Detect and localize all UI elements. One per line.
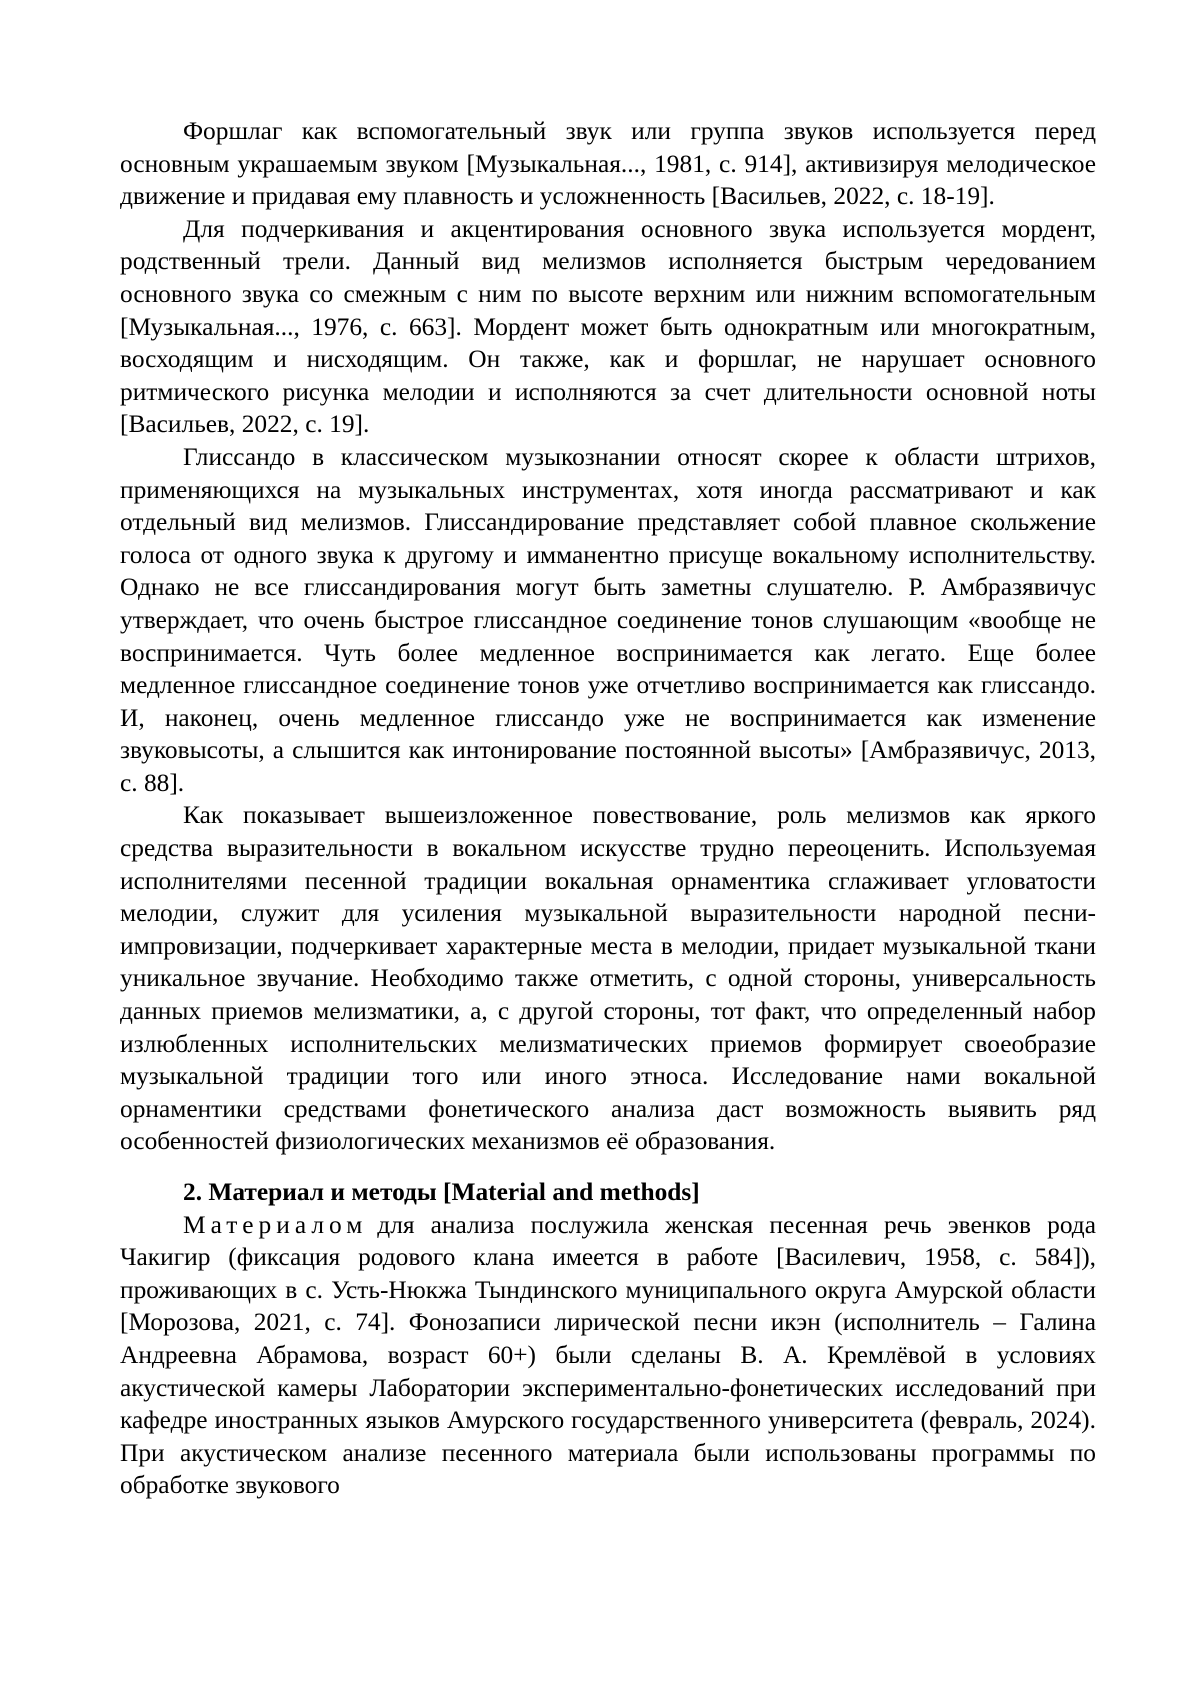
paragraph-forshlag: Форшлаг как вспомогательный звук или группа звуков используется перед основным украшаемым звуком [Музыкальная..., 1981, с. 914], активизируя мелодическое движение и придавая ему плавность и усложненность [Васильев, 2022, с. 18-19]. xyxy=(120,115,1096,213)
paragraph-mordent: Для подчеркивания и акцентирования основного звука используется мордент, родственный трели. Данный вид мелизмов исполняется быстрым чередованием основного звука со смежным с ним по высоте верхним или нижним вспомогательным [Музыкальная..., 1976, с. 663]. Мордент может быть однократным или многократным, восходящим и нисходящим. Он также, как и форшлаг, не нарушает основного ритмического рисунка мелодии и исполняются за счет длительности основной ноты [Васильев, 2022, с. 19]. xyxy=(120,213,1096,441)
section-heading: 2. Материал и методы [Material and methods] xyxy=(120,1176,1096,1209)
body-text xyxy=(120,115,1096,1502)
paragraph-conclusion: Как показывает вышеизложенное повествование, роль мелизмов как яркого средства выразительности в вокальном искусстве трудно переоценить. Используемая исполнителями песенной традиции вокальная орнаментика сглаживает угловатости мелодии, служит для усиления музыкальной выразительности народной песни-импровизации, подчеркивает характерные места в мелодии, придает музыкальной ткани уникальное звучание. Необходимо также отметить, с одной стороны, универсальность данных приемов мелизматики, а, с другой стороны, тот факт, что определенный набор излюбленных исполнительских мелизматических приемов формирует своеобразие музыкальной традиции того или иного этноса. Исследование нами вокальной орнаментики средствами фонетического анализа даст возможность выявить ряд особенностей физиологических механизмов её образования. xyxy=(120,799,1096,1158)
material-lead-word: Материалом xyxy=(183,1211,367,1239)
document-page xyxy=(0,0,1200,1698)
material-text: для анализа послужила женская песенная речь эвенков рода Чакигир (фиксация родового клана имеется в работе [Василевич, 1958, с. 584]), проживающих в с. Усть-Нюкжа Тындинского муниципального округа Амурской области [Морозова, 2021, с. 74]. Фонозаписи лирической песни икэн (исполнитель – Галина Андреевна Абрамова, возраст 60+) были сделаны В. А. Кремлёвой в условиях акустической камеры Лаборатории экспериментально-фонетических исследований при кафедре иностранных языков Амурского государственного университета (февраль, 2024). При акустическом анализе песенного материала были использованы программы по обработке звукового xyxy=(120,1211,1096,1500)
paragraph-glissando: Глиссандо в классическом музыкознании относят скорее к области штрихов, применяющихся на музыкальных инструментах, хотя иногда рассматривают и как отдельный вид мелизмов. Глиссандирование представляет собой плавное скольжение голоса от одного звука к другому и имманентно присуще вокальному исполнительству. Однако не все глиссандирования могут быть заметны слушателю. Р. Амбразявичус утверждает, что очень быстрое глиссандное соединение тонов слушающим «вообще не воспринимается. Чуть более медленное воспринимается как легато. Еще более медленное глиссандное соединение тонов уже отчетливо воспринимается как глиссандо. И, наконец, очень медленное глиссандо уже не воспринимается как изменение звуковысоты, а слышится как интонирование постоянной высоты» [Амбразявичус, 2013, с. 88]. xyxy=(120,441,1096,800)
paragraph-material xyxy=(120,1209,1096,1502)
